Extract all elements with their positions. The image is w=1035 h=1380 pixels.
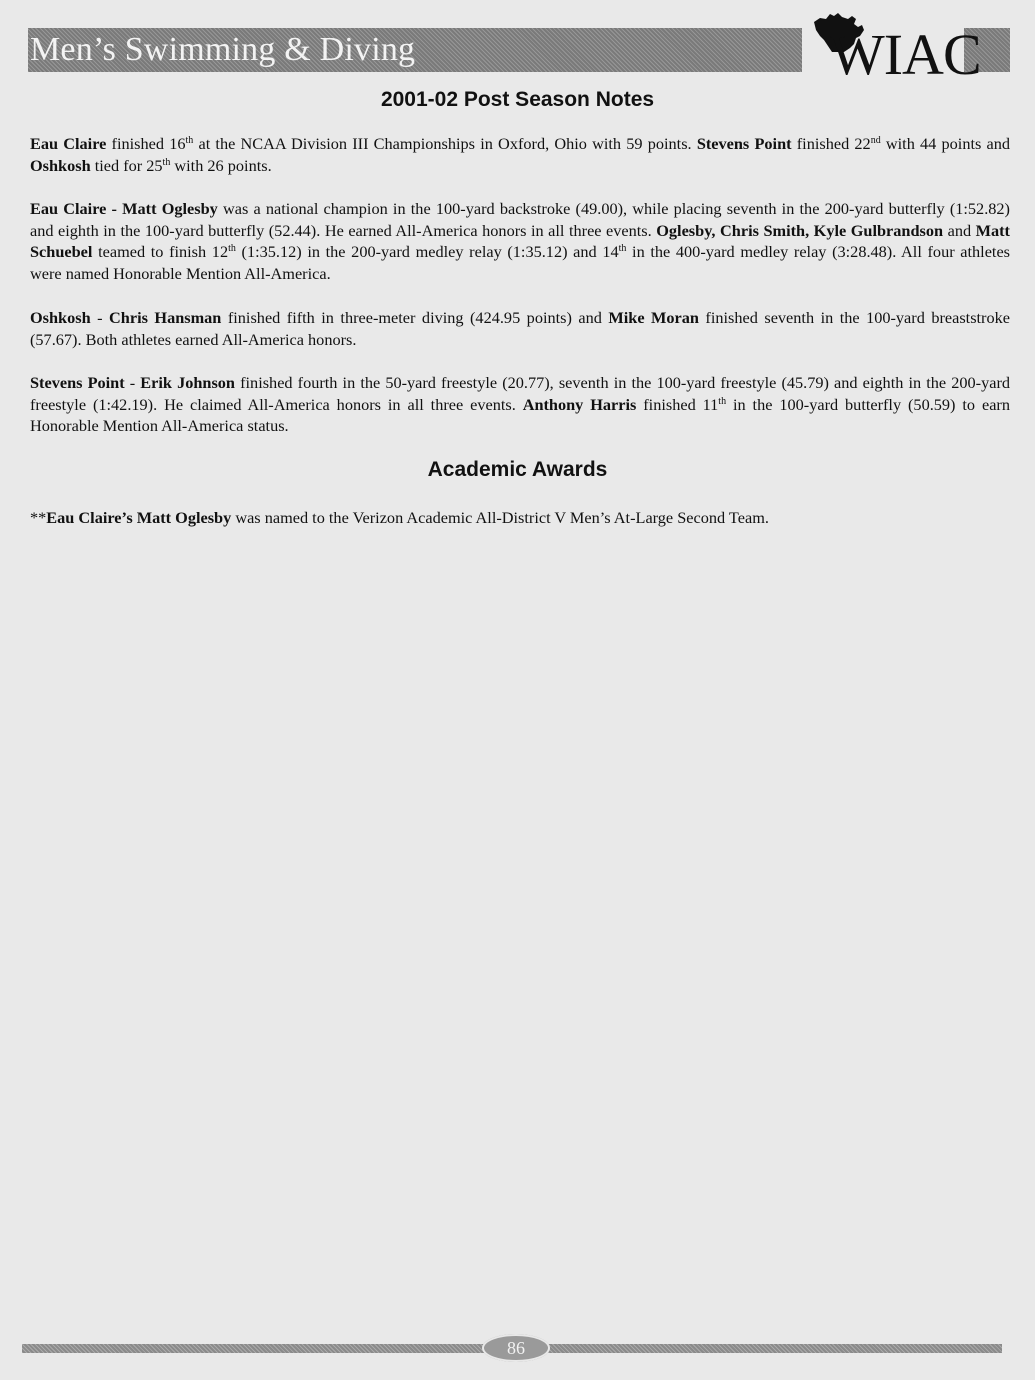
bold-text: Mike Moran <box>608 308 699 327</box>
body-text: and <box>943 220 976 240</box>
body-text: - <box>124 373 141 392</box>
body-text: at the NCAA Division III Championships in Oxford, Ohio with 59 points. <box>193 134 697 153</box>
ordinal-suffix: nd <box>870 135 881 146</box>
body-text: - <box>90 308 110 327</box>
body-text: ** <box>30 508 47 527</box>
body-text: was a national champion in the 100-yard backstroke (49.00), while placing seventh in the 200-yard butterfly (1:52.82) and eighth in the 100-yard butterfly (52.44). He earned All-America honors in all three events. <box>30 199 1010 240</box>
wiac-logo-text: WIAC <box>830 22 981 87</box>
body-text: was named to the Verizon Academic All-District V Men’s At-Large Second Team. <box>231 508 769 527</box>
paragraph-oshkosh <box>30 307 1010 350</box>
body-text: finished seventh in the 100-yard breaststroke (57.67). Both athletes earned All-America honors. <box>30 308 1010 349</box>
bold-text: Erik Johnson <box>140 373 235 392</box>
body-text: with 26 points. <box>170 155 272 175</box>
body-text: (1:35.12) in the 200-yard medley relay (1:35.12) and 14 <box>235 242 619 262</box>
body-text: teamed to finish 12 <box>92 242 229 262</box>
bold-text: Eau Claire - Matt Oglesby <box>30 199 218 218</box>
body-text: with 44 points and <box>880 134 1011 153</box>
bold-text: Eau Claire’s Matt Oglesby <box>46 508 232 527</box>
ordinal-suffix: th <box>228 243 236 255</box>
bold-text: Matt Schuebel <box>30 220 1010 262</box>
paragraph-eau-claire <box>30 198 1010 285</box>
bold-text: Anthony Harris <box>522 394 637 414</box>
body-text: in the 100-yard butterfly (50.59) to earn Honorable Mention All-America status. <box>30 394 1010 436</box>
body-text: finished fifth in three-meter diving (424.95 points) and <box>221 308 609 327</box>
body-text: finished 16 <box>106 134 186 153</box>
body-text: finished fourth in the 50-yard freestyle (20.77), seventh in the 100-yard freestyle (45.79) and eighth in the 200-yard freestyle (1:42.19). He claimed All-America honors in all three events. <box>30 373 1011 414</box>
body-text: in the 400-yard medley relay (3:28.48). All four athletes were named Honorable Mention All-America. <box>30 242 1011 284</box>
bold-text: Oglesby, Chris Smith, Kyle Gulbrandson <box>656 220 944 240</box>
ordinal-suffix: th <box>618 243 627 255</box>
body-text: finished 22 <box>791 134 871 153</box>
ordinal-suffix: th <box>185 135 194 146</box>
bold-text: Eau Claire <box>30 134 107 153</box>
bold-text: Chris Hansman <box>109 308 222 327</box>
section-title: 2001-02 Post Season Notes <box>380 88 655 111</box>
paragraph-stevens-point <box>30 372 1010 437</box>
bold-text: Stevens Point <box>30 373 125 392</box>
bold-text: Oshkosh <box>30 308 91 327</box>
paragraph-academic-award <box>30 507 1010 529</box>
ordinal-suffix: th <box>718 395 727 407</box>
bold-text: Oshkosh <box>30 155 91 175</box>
page-number: 86 <box>482 1334 550 1362</box>
wiac-logo <box>802 6 981 87</box>
body-text: finished 11 <box>636 394 719 414</box>
banner-title: Men’s Swimming & Diving <box>30 31 416 68</box>
ordinal-suffix: th <box>162 156 171 168</box>
bold-text: Stevens Point <box>696 134 792 153</box>
paragraph-team-results <box>30 133 1010 176</box>
body-text: tied for 25 <box>90 155 163 175</box>
awards-title: Academic Awards <box>427 458 608 481</box>
